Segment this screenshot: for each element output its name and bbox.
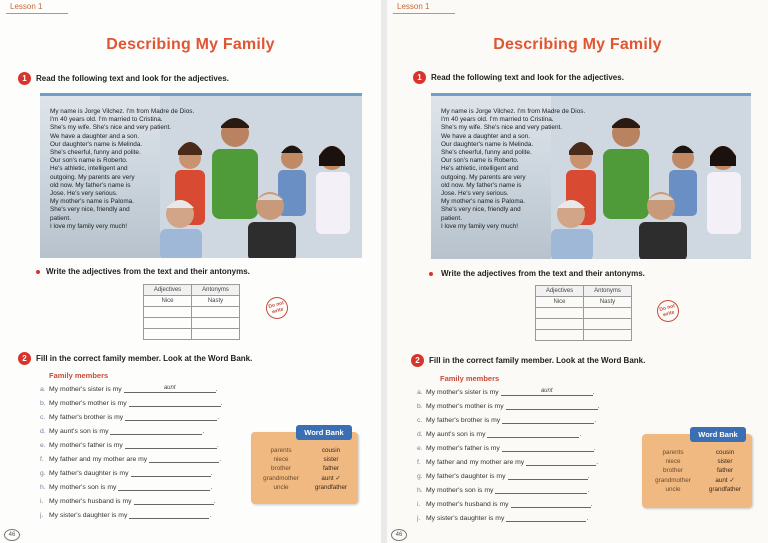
do-not-write-stamp: Do not write bbox=[264, 295, 291, 322]
passage-line: My mother's name is Paloma. bbox=[50, 198, 134, 206]
passage-line: Jose. He's very serious. bbox=[441, 190, 509, 198]
question-row: b. My mother's mother is my . bbox=[40, 400, 223, 407]
adjectives-table bbox=[143, 284, 240, 340]
table-cell[interactable]: Nasty bbox=[584, 297, 632, 308]
page-number: 46 bbox=[4, 529, 20, 541]
question-row: g. My father's daughter is my . bbox=[417, 473, 590, 480]
question-row: j. My sister's daughter is my . bbox=[40, 512, 212, 519]
passage-line: patient. bbox=[441, 214, 462, 222]
page-right bbox=[387, 0, 768, 543]
do-not-write-stamp: Do not write bbox=[655, 298, 682, 325]
table-cell[interactable]: Nice bbox=[144, 296, 192, 307]
table-cell[interactable] bbox=[536, 308, 584, 319]
passage-line: She's my wife. She's nice and very patient. bbox=[50, 124, 172, 132]
table-cell[interactable] bbox=[584, 308, 632, 319]
table-header: Antonyms bbox=[192, 285, 240, 296]
passage-line: She's cheerful, funny and polite. bbox=[441, 149, 532, 157]
page-left bbox=[0, 0, 381, 543]
table-header: Adjectives bbox=[536, 286, 584, 297]
answer-blank[interactable] bbox=[487, 430, 579, 438]
word-bank-title: Word Bank bbox=[690, 427, 746, 442]
table-cell[interactable] bbox=[536, 319, 584, 330]
passage-line: I love my family very much! bbox=[441, 222, 519, 230]
table-header: Adjectives bbox=[144, 285, 192, 296]
answer-blank[interactable] bbox=[118, 483, 210, 491]
answer-blank[interactable] bbox=[129, 511, 209, 519]
passage-line: patient. bbox=[50, 214, 71, 222]
family-photo bbox=[40, 93, 362, 258]
passage-line: She's very nice, friendly and bbox=[441, 206, 521, 214]
page-title: Describing My Family bbox=[493, 36, 662, 53]
answer-blank[interactable] bbox=[502, 444, 594, 452]
passage-line: old now. My father's name is bbox=[50, 181, 131, 189]
lesson-underline bbox=[393, 13, 455, 14]
question-row: f. My father and my mother are my . bbox=[417, 459, 599, 466]
subtask-instruction: Write the adjectives from the text and their antonyms. bbox=[441, 269, 645, 278]
passage-line: I'm 40 years old. I'm married to Cristina. bbox=[50, 116, 163, 124]
table-cell[interactable] bbox=[144, 307, 192, 318]
page-number: 46 bbox=[391, 529, 407, 541]
word-bank bbox=[251, 428, 358, 504]
question-row: b. My mother's mother is my . bbox=[417, 403, 600, 410]
word-bank-item: father bbox=[716, 467, 734, 475]
passage-line: He's athletic, intelligent and bbox=[441, 165, 519, 173]
family-photo bbox=[431, 93, 751, 259]
passage-line: She's my wife. She's nice and very patient. bbox=[441, 124, 563, 132]
table-cell[interactable] bbox=[584, 319, 632, 330]
section-1-number: 1 bbox=[413, 71, 426, 84]
passage-line: outgoing. My parents are very bbox=[50, 173, 135, 181]
family-members-heading: Family members bbox=[49, 371, 109, 380]
answer-blank[interactable]: aunt bbox=[124, 385, 216, 393]
lesson-label: Lesson 1 bbox=[397, 2, 430, 11]
question-row: j. My sister's daughter is my . bbox=[417, 515, 589, 522]
word-bank-item: grandmother bbox=[263, 474, 299, 482]
word-bank-column bbox=[257, 446, 305, 492]
section-1-instruction: Read the following text and look for the adjectives. bbox=[431, 73, 624, 82]
word-bank-item: uncle bbox=[273, 483, 289, 491]
table-cell[interactable] bbox=[144, 329, 192, 340]
family-passage bbox=[50, 108, 198, 231]
answer-blank[interactable] bbox=[526, 458, 596, 466]
section-2-instruction: Fill in the correct family member. Look at the Word Bank. bbox=[429, 356, 646, 365]
answer-blank[interactable] bbox=[110, 427, 202, 435]
passage-line: outgoing. My parents are very bbox=[441, 173, 526, 181]
answer-blank[interactable] bbox=[134, 497, 214, 505]
passage-line: My name is Jorge Vilchez. I'm from Madre de Dios. bbox=[441, 108, 586, 115]
table-cell[interactable] bbox=[584, 330, 632, 341]
passage-line: Jose. He's very serious. bbox=[50, 190, 118, 198]
word-bank-column bbox=[648, 448, 698, 494]
answer-blank[interactable] bbox=[506, 514, 586, 522]
passage-line: We have a daughter and a son. bbox=[50, 132, 140, 140]
question-row: e. My mother's father is my . bbox=[40, 442, 219, 449]
section-2-number: 2 bbox=[411, 354, 424, 367]
passage-line: We have a daughter and a son. bbox=[441, 132, 531, 140]
question-row: c. My father's brother is my . bbox=[40, 414, 220, 421]
answer-blank[interactable] bbox=[125, 413, 217, 421]
word-bank-item: aunt ✓ bbox=[321, 474, 341, 482]
question-row: c. My father's brother is my . bbox=[417, 417, 597, 424]
adjectives-table bbox=[535, 285, 632, 341]
section-1-instruction: Read the following text and look for the adjectives. bbox=[36, 74, 229, 83]
passage-line: Our daughter's name is Melinda. bbox=[50, 140, 143, 148]
word-bank-item: parents bbox=[270, 447, 292, 454]
lesson-label: Lesson 1 bbox=[10, 2, 43, 11]
answer-blank[interactable]: aunt bbox=[501, 388, 593, 396]
question-row: i. My mother's husband is my . bbox=[417, 501, 593, 508]
table-cell[interactable] bbox=[192, 307, 240, 318]
lesson-underline bbox=[6, 13, 68, 14]
section-2-number: 2 bbox=[18, 352, 31, 365]
family-passage bbox=[441, 108, 589, 231]
passage-line: She's cheerful, funny and polite. bbox=[50, 149, 141, 157]
table-header: Antonyms bbox=[584, 286, 632, 297]
question-row: a. My mother's sister is my aunt . bbox=[417, 388, 595, 396]
answer-blank[interactable] bbox=[502, 416, 594, 424]
answer-blank[interactable] bbox=[129, 399, 221, 407]
word-bank-item: sister bbox=[323, 456, 339, 464]
word-bank-item: niece bbox=[273, 456, 289, 464]
answer-blank[interactable] bbox=[511, 500, 591, 508]
word-bank-item: grandmother bbox=[655, 476, 691, 484]
word-bank-item: cousin bbox=[321, 447, 341, 454]
passage-line: I love my family very much! bbox=[50, 222, 128, 230]
question-row: d. My aunt's son is my . bbox=[417, 431, 582, 438]
word-bank-item: parents bbox=[662, 449, 684, 456]
question-row: h. My mother's son is my . bbox=[417, 487, 590, 494]
word-bank-item: niece bbox=[665, 458, 681, 466]
word-bank-item: sister bbox=[717, 458, 733, 466]
answer-blank[interactable] bbox=[495, 486, 587, 494]
passage-line: old now. My father's name is bbox=[441, 181, 522, 189]
passage-line: My name is Jorge Vilchez. I'm from Madre de Dios. bbox=[50, 108, 195, 115]
word-bank-column bbox=[307, 446, 355, 492]
bullet-icon bbox=[429, 272, 433, 276]
word-bank bbox=[642, 430, 752, 508]
passage-line: Our son's name is Roberto. bbox=[50, 157, 128, 165]
question-row: f. My father and my mother are my . bbox=[40, 456, 222, 463]
passage-line: He's athletic, intelligent and bbox=[50, 165, 128, 173]
table-cell[interactable]: Nice bbox=[536, 297, 584, 308]
table-cell[interactable] bbox=[144, 318, 192, 329]
word-bank-item: grandfather bbox=[314, 483, 348, 491]
answer-blank[interactable] bbox=[508, 472, 588, 480]
question-row: d. My aunt's son is my . bbox=[40, 428, 205, 435]
section-2-instruction: Fill in the correct family member. Look at the Word Bank. bbox=[36, 354, 253, 363]
passage-line: I'm 40 years old. I'm married to Cristina. bbox=[441, 116, 554, 124]
passage-line: She's very nice, friendly and bbox=[50, 206, 130, 214]
answer-blank[interactable] bbox=[125, 441, 217, 449]
table-cell[interactable]: Nasty bbox=[192, 296, 240, 307]
word-bank-column bbox=[700, 448, 750, 494]
section-1-number: 1 bbox=[18, 72, 31, 85]
word-bank-title: Word Bank bbox=[296, 425, 352, 440]
question-row: e. My mother's father is my . bbox=[417, 445, 596, 452]
word-bank-item: brother bbox=[271, 465, 291, 473]
word-bank-item: uncle bbox=[665, 485, 681, 493]
word-bank-item: grandfather bbox=[708, 485, 742, 493]
word-bank-item: brother bbox=[663, 467, 683, 475]
question-row: g. My father's daughter is my . bbox=[40, 470, 213, 477]
word-bank-item: cousin bbox=[715, 449, 735, 456]
answer-blank[interactable] bbox=[149, 455, 219, 463]
answer-blank[interactable] bbox=[131, 469, 211, 477]
table-cell[interactable] bbox=[536, 330, 584, 341]
question-row: h. My mother's son is my . bbox=[40, 484, 213, 491]
answer-blank[interactable] bbox=[506, 402, 598, 410]
passage-line: My mother's name is Paloma. bbox=[441, 198, 525, 206]
word-bank-item: father bbox=[322, 465, 340, 473]
family-members-heading: Family members bbox=[440, 374, 500, 383]
table-cell[interactable] bbox=[192, 329, 240, 340]
subtask-instruction: Write the adjectives from the text and their antonyms. bbox=[46, 267, 250, 276]
passage-line: Our son's name is Roberto. bbox=[441, 157, 519, 165]
word-bank-item: aunt ✓ bbox=[715, 476, 735, 484]
bullet-icon bbox=[36, 270, 40, 274]
table-cell[interactable] bbox=[192, 318, 240, 329]
question-row: a. My mother's sister is my aunt . bbox=[40, 385, 218, 393]
page-title: Describing My Family bbox=[106, 36, 275, 53]
passage-line: Our daughter's name is Melinda. bbox=[441, 140, 534, 148]
question-row: i. My mother's husband is my . bbox=[40, 498, 216, 505]
